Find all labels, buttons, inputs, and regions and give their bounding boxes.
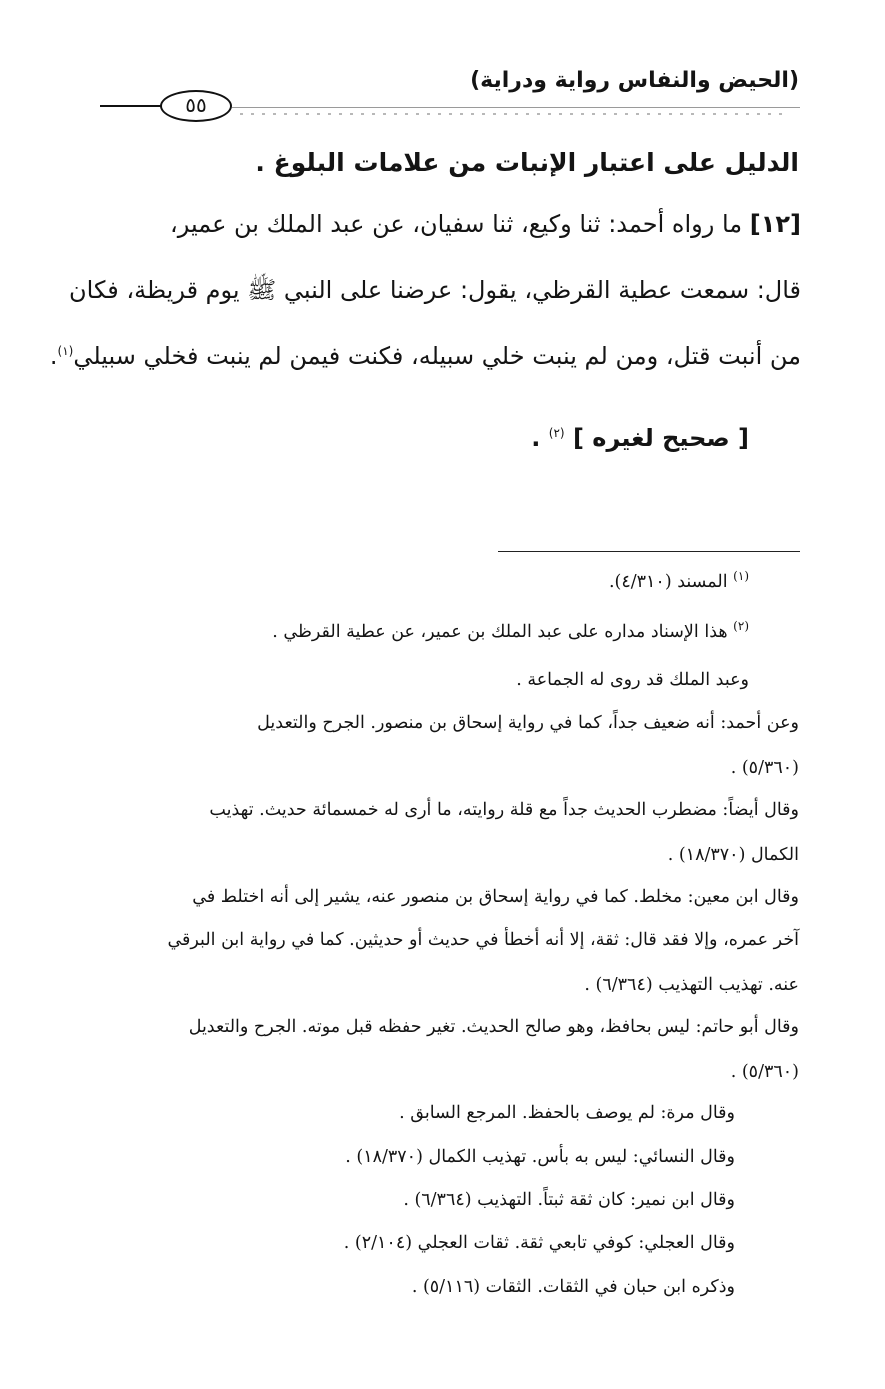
- verdict-end: .: [531, 424, 549, 452]
- footnote-ref: (١): [57, 344, 74, 358]
- footnote-separator: [498, 551, 800, 552]
- footnote-line: وذكره ابن حبان في الثقات. الثقات (٥/١١٦) .: [411, 1277, 735, 1297]
- header-rule: [232, 107, 800, 108]
- header-rule: [100, 105, 162, 107]
- footnote-line: وقال العجلي: كوفي تابعي ثقة. ثقات العجلي (٢/١٠٤) .: [343, 1233, 735, 1253]
- footnote-2: [272, 619, 749, 642]
- section-heading: الدليل على اعتبار الإنبات من علامات البلوغ .: [255, 148, 799, 177]
- footnote-line: وقال أبو حاتم: ليس بحافظ، وهو صالح الحديث. تغير حفظه قبل موته. الجرح والتعديل: [188, 1017, 799, 1037]
- hadith-text: ما رواه أحمد: ثنا وكيع، ثنا سفيان، عن عبد الملك بن عمير،: [169, 210, 750, 238]
- grading-verdict: [531, 424, 749, 452]
- hadith-line-3: [50, 342, 801, 370]
- footnote-1: [608, 569, 749, 592]
- footnote-ref: (٢): [548, 426, 565, 440]
- footnote-line: وقال النسائي: ليس به بأس. تهذيب الكمال (١٨/٣٧٠) .: [345, 1147, 735, 1167]
- footnote-marker: (٢): [733, 619, 749, 634]
- footnote-line: وقال ابن معين: مخلط. كما في رواية إسحاق بن منصور عنه، يشير إلى أنه اختلط في: [192, 887, 799, 907]
- footnote-marker: (١): [733, 569, 749, 584]
- footnote-line: وعبد الملك قد روى له الجماعة .: [516, 670, 749, 690]
- page-number: ٥٥: [185, 93, 207, 117]
- hadith-line-2: قال: سمعت عطية القرظي، يقول: عرضنا على النبي ﷺ يوم قريظة، فكان: [69, 276, 801, 304]
- verdict-text: [ صحيح لغيره ]: [572, 424, 749, 452]
- footnote-text: المسند (٤/٣١٠).: [608, 572, 734, 592]
- hadith-line-1: [170, 210, 801, 238]
- running-title: (الحيض والنفاس رواية ودراية): [470, 68, 799, 93]
- footnote-line: الكمال (١٨/٣٧٠) .: [667, 845, 799, 865]
- hadith-number: [١٢]: [749, 210, 801, 238]
- footnote-line: وقال ابن نمير: كان ثقة ثبتاً. التهذيب (٦/٣٦٤) .: [403, 1190, 735, 1210]
- footnote-line: (٥/٣٦٠) .: [730, 758, 799, 778]
- footnote-text: هذا الإسناد مداره على عبد الملك بن عمير، عن عطية القرظي .: [272, 622, 734, 642]
- hadith-end: .: [49, 342, 58, 370]
- footnote-line: وقال أيضاً: مضطرب الحديث جداً مع قلة روايته، ما أرى له خمسمائة حديث. تهذيب: [209, 800, 799, 820]
- footnote-line: (٥/٣٦٠) .: [730, 1062, 799, 1082]
- footnote-line: وعن أحمد: أنه ضعيف جداً، كما في رواية إسحاق بن منصور. الجرح والتعديل: [257, 713, 799, 733]
- footnote-line: عنه. تهذيب التهذيب (٦/٣٦٤) .: [584, 975, 799, 995]
- footnote-line: آخر عمره، وإلا فقد قال: ثقة، إلا أنه أخطأ في حديث أو حديثين. كما في رواية ابن البرقي: [167, 930, 799, 950]
- footnote-line: وقال مرة: لم يوصف بالحفظ. المرجع السابق .: [399, 1103, 735, 1123]
- hadith-text: من أنبت قتل، ومن لم ينبت خلي سبيله، فكنت فيمن لم ينبت فخلي سبيلي: [73, 342, 801, 370]
- header-ornament: [240, 113, 790, 115]
